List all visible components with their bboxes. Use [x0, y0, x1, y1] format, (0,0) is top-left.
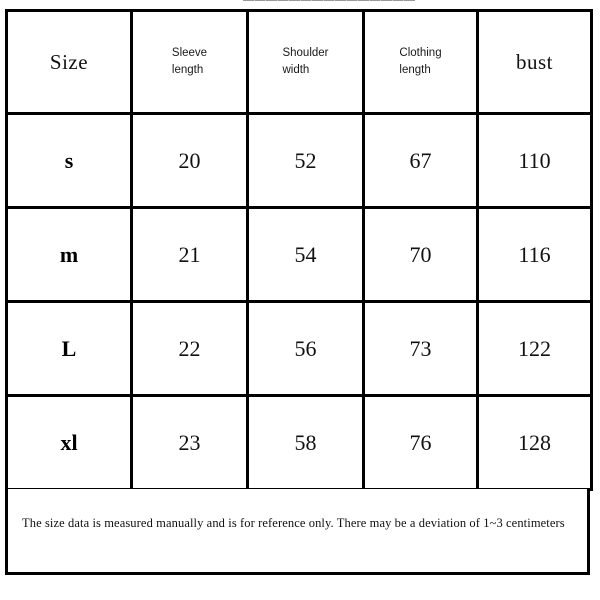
header-label-clothing-length: [399, 45, 441, 78]
cell-clothing-length: [364, 114, 478, 208]
sleeve-value: 23: [178, 429, 201, 455]
header-label-sleeve-length: [172, 45, 207, 78]
cropped-top-text: ———————————————: [243, 0, 416, 6]
cell-clothing-length: [364, 396, 478, 490]
header-label-sleeve-line1: Sleeve: [171, 47, 208, 60]
cell-bust: [478, 302, 592, 396]
sleeve-value: 21: [178, 241, 201, 267]
cropped-top-edge: [0, 0, 600, 9]
bust-value: 116: [518, 241, 551, 267]
cell-bust: [478, 114, 592, 208]
shoulder-value: 54: [294, 241, 317, 267]
header-cell-shoulder-width: [248, 11, 364, 114]
shoulder-value: 58: [294, 429, 317, 455]
size-value: L: [61, 335, 77, 361]
cell-size: [7, 208, 132, 302]
cell-clothing-length: [364, 208, 478, 302]
cell-size: [7, 302, 132, 396]
header-label-size: Size: [49, 49, 89, 74]
cell-sleeve-length: [132, 114, 248, 208]
cell-size: [7, 396, 132, 490]
clothing-value: 73: [409, 335, 432, 361]
cell-sleeve-length: [132, 302, 248, 396]
measurement-note-box: [5, 489, 590, 575]
size-value: s: [64, 147, 74, 173]
clothing-value: 70: [409, 241, 432, 267]
bust-value: 122: [518, 335, 551, 361]
table-row: [7, 396, 592, 490]
cell-shoulder-width: [248, 208, 364, 302]
shoulder-value: 56: [294, 335, 317, 361]
cell-shoulder-width: [248, 396, 364, 490]
header-label-sleeve-line2: length: [171, 64, 204, 76]
header-label-shoulder-line1: Shoulder: [282, 47, 329, 60]
cell-size: [7, 114, 132, 208]
clothing-value: 76: [409, 429, 432, 455]
cell-clothing-length: [364, 302, 478, 396]
clothing-value: 67: [409, 147, 432, 173]
measurement-note-text: The size data is measured manually and is for reference only. There may be a deviation of 1~3 centimeters: [22, 516, 565, 530]
bust-value: 110: [518, 147, 551, 173]
header-cell-bust: [478, 11, 592, 114]
header-label-clothing-line2: length: [399, 64, 431, 76]
cell-sleeve-length: [132, 208, 248, 302]
cell-bust: [478, 208, 592, 302]
table-row: [7, 114, 592, 208]
table-row: [7, 302, 592, 396]
size-chart-table: [5, 9, 593, 491]
header-label-shoulder-width: [282, 45, 328, 78]
cell-bust: [478, 396, 592, 490]
header-label-clothing-line1: Clothing: [399, 47, 442, 60]
cell-sleeve-length: [132, 396, 248, 490]
header-cell-size: [7, 11, 132, 114]
shoulder-value: 52: [294, 147, 317, 173]
sleeve-value: 20: [178, 147, 201, 173]
sleeve-value: 22: [178, 335, 201, 361]
cell-shoulder-width: [248, 114, 364, 208]
table-row: [7, 208, 592, 302]
bust-value: 128: [518, 429, 551, 455]
header-cell-sleeve-length: [132, 11, 248, 114]
cell-shoulder-width: [248, 302, 364, 396]
table-header-row: [7, 11, 592, 114]
size-value: xl: [60, 429, 78, 455]
header-label-bust: bust: [515, 49, 553, 74]
header-cell-clothing-length: [364, 11, 478, 114]
size-value: m: [59, 241, 79, 267]
header-label-shoulder-line2: width: [282, 64, 310, 76]
